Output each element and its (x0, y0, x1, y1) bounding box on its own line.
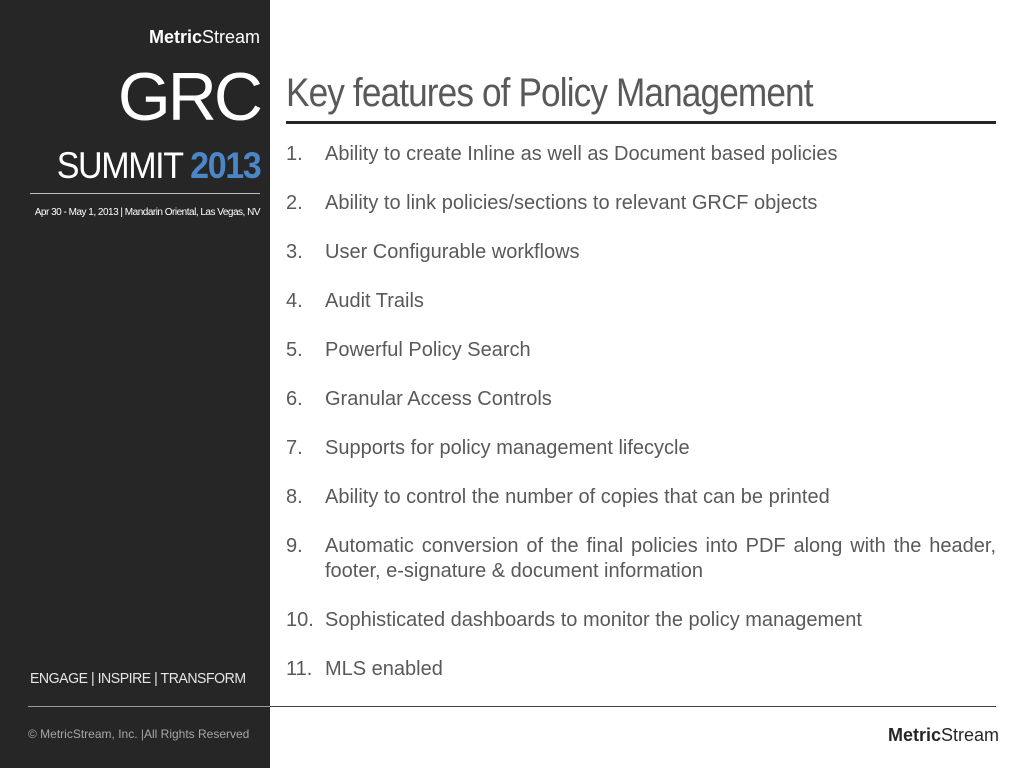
list-item-number: 10. (286, 609, 314, 631)
title-underline (286, 121, 996, 124)
summit-heading (56, 146, 260, 186)
list-item-number: 3. (286, 241, 303, 263)
list-item-number: 9. (286, 535, 303, 557)
list-item-text: Ability to control the number of copies that can be printed (325, 486, 830, 508)
list-item-number: 6. (286, 388, 303, 410)
event-details: Apr 30 - May 1, 2013 | Mandarin Oriental, Las Vegas, NV (34, 207, 260, 218)
footer-divider (270, 706, 996, 707)
list-item-number: 4. (286, 290, 303, 312)
page-title: Key features of Policy Management (286, 71, 813, 115)
summit-word: SUMMIT (56, 145, 182, 186)
list-item (286, 191, 996, 216)
list-item (286, 534, 996, 584)
list-item-text: Granular Access Controls (325, 388, 552, 410)
metricstream-logo (149, 26, 260, 48)
list-item-text: MLS enabled (325, 658, 443, 680)
list-item (286, 142, 996, 167)
list-item-number: 5. (286, 339, 303, 361)
list-item (286, 608, 996, 633)
copyright-notice: © MetricStream, Inc. |All Rights Reserved (28, 727, 250, 741)
grc-title: GRC (117, 59, 260, 135)
list-item-number: 7. (286, 437, 303, 459)
sidebar (0, 0, 270, 768)
list-item-text: Supports for policy management lifecycle (325, 437, 690, 459)
summit-divider (30, 193, 260, 194)
list-item-text: Audit Trails (325, 290, 424, 312)
list-item-text: User Configurable workflows (325, 241, 580, 263)
summit-year: 2013 (189, 145, 260, 186)
logo-regular-part: Stream (201, 27, 260, 47)
list-item-number: 2. (286, 192, 303, 214)
tagline: ENGAGE | INSPIRE | TRANSFORM (30, 670, 246, 687)
list-item-number: 8. (286, 486, 303, 508)
list-item-text: Powerful Policy Search (325, 339, 531, 361)
list-item (286, 436, 996, 461)
footer-logo-bold-part: Metric (887, 725, 941, 745)
list-item (286, 387, 996, 412)
list-item (286, 657, 996, 682)
list-item (286, 289, 996, 314)
sidebar-footer-divider (28, 706, 270, 707)
metricstream-footer-logo (888, 724, 999, 746)
list-item (286, 338, 996, 363)
footer-logo-regular-part: Stream (940, 725, 999, 745)
list-item-text: Sophisticated dashboards to monitor the policy management (325, 609, 862, 631)
list-item (286, 240, 996, 265)
list-item-number: 1. (286, 143, 303, 165)
list-item-text: Ability to create Inline as well as Document based policies (325, 143, 838, 165)
list-item-text: Automatic conversion of the final policies into PDF along with the header, footer, e-signature & document information (325, 535, 996, 582)
list-item-number: 11. (286, 658, 313, 680)
list-item-text: Ability to link policies/sections to relevant GRCF objects (325, 192, 818, 214)
list-item (286, 485, 996, 510)
logo-bold-part: Metric (148, 27, 202, 47)
feature-list (286, 142, 996, 682)
